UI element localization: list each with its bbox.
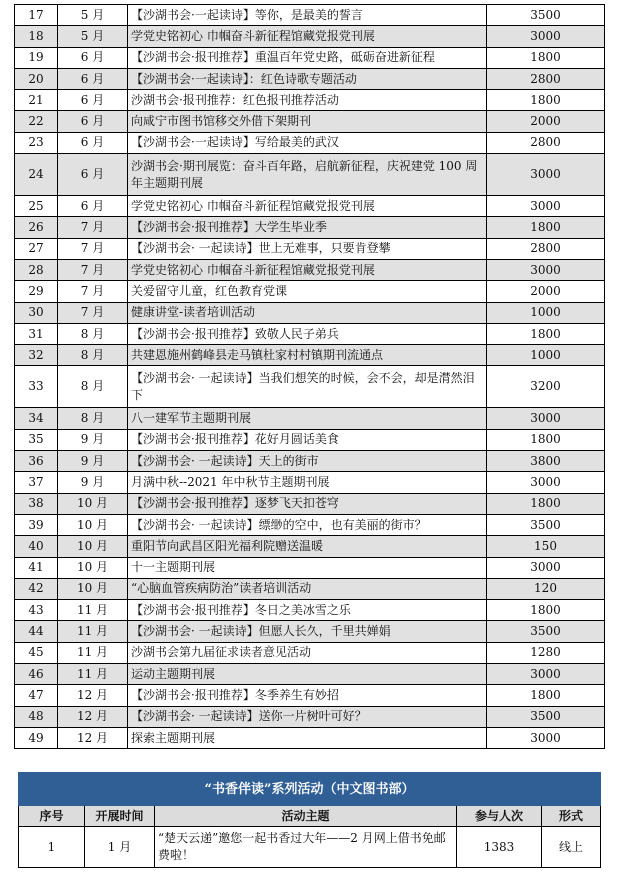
cell-topic: 月满中秋--2021 年中秋节主题期刊展	[128, 472, 487, 493]
cell-count: 1800	[487, 429, 605, 450]
cell-count: 3500	[487, 514, 605, 535]
cell-month: 11 月	[58, 664, 128, 685]
cell-no: 23	[15, 132, 58, 153]
cell-topic: 【沙湖书会· 一起读诗】缥缈的空中，也有美丽的街市？	[128, 514, 487, 535]
header-count: 参与人次	[457, 806, 542, 827]
table-row	[15, 451, 605, 472]
cell-no: 49	[15, 727, 58, 748]
cell-topic: 重阳节向武昌区阳光福利院赠送温暖	[128, 536, 487, 557]
cell-time: 1 月	[85, 827, 155, 868]
cell-count: 1383	[457, 827, 542, 868]
cell-month: 6 月	[58, 47, 128, 68]
cell-count: 3800	[487, 451, 605, 472]
cell-no: 29	[15, 281, 58, 302]
cell-count: 3000	[487, 196, 605, 217]
cell-month: 7 月	[58, 281, 128, 302]
table-row	[15, 408, 605, 429]
table-row	[15, 642, 605, 663]
cell-month: 9 月	[58, 472, 128, 493]
cell-month: 11 月	[58, 621, 128, 642]
cell-count: 2800	[487, 238, 605, 259]
cell-topic: 【沙湖书会· 一起读诗】世上无难事，只要肯登攀	[128, 238, 487, 259]
cell-count: 3000	[487, 259, 605, 280]
table-row	[15, 685, 605, 706]
table-row	[15, 706, 605, 727]
cell-count: 3000	[487, 557, 605, 578]
cell-topic: 运动主题期刊展	[128, 664, 487, 685]
cell-topic: 关爱留守儿童，红色教育党课	[128, 281, 487, 302]
cell-topic: 【沙湖书会·一起读诗】等你，是最美的誓言	[128, 5, 487, 26]
cell-count: 3500	[487, 621, 605, 642]
cell-month: 9 月	[58, 451, 128, 472]
cell-month: 6 月	[58, 90, 128, 111]
table-row	[15, 196, 605, 217]
cell-no: 24	[15, 154, 58, 196]
cell-no: 19	[15, 47, 58, 68]
cell-month: 12 月	[58, 706, 128, 727]
table-row	[15, 323, 605, 344]
table-row	[15, 578, 605, 599]
table-row	[15, 217, 605, 238]
cell-month: 8 月	[58, 366, 128, 408]
cell-month: 10 月	[58, 536, 128, 557]
cell-topic: 【沙湖书会·报刊推荐】逐梦飞天扣苍穹	[128, 493, 487, 514]
cell-no: 41	[15, 557, 58, 578]
cell-no: 37	[15, 472, 58, 493]
cell-no: 27	[15, 238, 58, 259]
section-title: “书香伴读”系列活动（中文图书部）	[19, 773, 601, 806]
cell-count: 150	[487, 536, 605, 557]
cell-month: 11 月	[58, 600, 128, 621]
section-row	[19, 827, 601, 868]
cell-month: 10 月	[58, 514, 128, 535]
cell-count: 3000	[487, 26, 605, 47]
cell-count: 3200	[487, 366, 605, 408]
cell-count: 120	[487, 578, 605, 599]
cell-month: 5 月	[58, 26, 128, 47]
cell-count: 1800	[487, 685, 605, 706]
cell-no: 36	[15, 451, 58, 472]
cell-no: 34	[15, 408, 58, 429]
cell-count: 1800	[487, 323, 605, 344]
cell-count: 3000	[487, 154, 605, 196]
cell-topic: 【沙湖书会·报刊推荐】重温百年党史路，砥砺奋进新征程	[128, 47, 487, 68]
activity-table-body	[15, 5, 605, 749]
table-row	[15, 238, 605, 259]
cell-count: 1800	[487, 90, 605, 111]
cell-month: 10 月	[58, 493, 128, 514]
cell-month: 8 月	[58, 345, 128, 366]
cell-topic: 沙湖书会·报刊推荐：红色报刊推荐活动	[128, 90, 487, 111]
cell-count: 3500	[487, 706, 605, 727]
cell-count: 1800	[487, 600, 605, 621]
cell-count: 2800	[487, 68, 605, 89]
cell-no: 20	[15, 68, 58, 89]
cell-month: 6 月	[58, 111, 128, 132]
cell-topic: 十一主题期刊展	[128, 557, 487, 578]
cell-month: 8 月	[58, 408, 128, 429]
cell-month: 9 月	[58, 429, 128, 450]
cell-no: 30	[15, 302, 58, 323]
table-row	[15, 664, 605, 685]
header-time: 开展时间	[85, 806, 155, 827]
cell-no: 42	[15, 578, 58, 599]
cell-count: 1800	[487, 217, 605, 238]
cell-no: 43	[15, 600, 58, 621]
cell-month: 7 月	[58, 217, 128, 238]
cell-topic: 沙湖书会第九届征求读者意见活动	[128, 642, 487, 663]
cell-topic: 学党史铭初心 巾帼奋斗新征程馆藏党报党刊展	[128, 196, 487, 217]
section-table	[18, 772, 601, 868]
table-row	[15, 366, 605, 408]
cell-count: 2000	[487, 281, 605, 302]
cell-no: 21	[15, 90, 58, 111]
cell-count: 1000	[487, 302, 605, 323]
cell-count: 2800	[487, 132, 605, 153]
table-row	[15, 132, 605, 153]
cell-topic: 【沙湖书会· 一起读诗】天上的街市	[128, 451, 487, 472]
section-title-row	[19, 773, 601, 806]
cell-topic: 沙湖书会·期刊展览：奋斗百年路，启航新征程，庆祝建党 100 周年主题期刊展	[128, 154, 487, 196]
cell-count: 3000	[487, 664, 605, 685]
cell-no: 44	[15, 621, 58, 642]
cell-topic: 共建恩施州鹤峰县走马镇杜家村村镇期刊流通点	[128, 345, 487, 366]
cell-count: 1800	[487, 47, 605, 68]
cell-form: 线上	[542, 827, 601, 868]
cell-topic: 【沙湖书会·报刊推荐】花好月圆话美食	[128, 429, 487, 450]
cell-topic: 学党史铭初心 巾帼奋斗新征程馆藏党报党刊展	[128, 26, 487, 47]
cell-count: 2000	[487, 111, 605, 132]
cell-no: 45	[15, 642, 58, 663]
cell-count: 3000	[487, 472, 605, 493]
cell-month: 5 月	[58, 5, 128, 26]
table-row	[15, 26, 605, 47]
cell-month: 6 月	[58, 132, 128, 153]
header-no: 序号	[19, 806, 85, 827]
table-row	[15, 111, 605, 132]
cell-topic: 学党史铭初心 巾帼奋斗新征程馆藏党报党刊展	[128, 259, 487, 280]
cell-month: 6 月	[58, 68, 128, 89]
cell-no: 48	[15, 706, 58, 727]
table-row	[15, 5, 605, 26]
header-topic: 活动主题	[155, 806, 457, 827]
cell-topic: 探索主题期刊展	[128, 727, 487, 748]
cell-no: 31	[15, 323, 58, 344]
table-row	[15, 68, 605, 89]
cell-no: 26	[15, 217, 58, 238]
table-row	[15, 493, 605, 514]
cell-no: 46	[15, 664, 58, 685]
cell-count: 1280	[487, 642, 605, 663]
cell-month: 12 月	[58, 727, 128, 748]
cell-no: 1	[19, 827, 85, 868]
cell-topic: 【沙湖书会·报刊推荐】致敬人民子弟兵	[128, 323, 487, 344]
cell-topic: 八一建军节主题期刊展	[128, 408, 487, 429]
table-row	[15, 90, 605, 111]
cell-month: 8 月	[58, 323, 128, 344]
table-row	[15, 472, 605, 493]
cell-topic: 【沙湖书会·报刊推荐】冬日之美冰雪之乐	[128, 600, 487, 621]
cell-topic: 【沙湖书会·一起读诗】写给最美的武汉	[128, 132, 487, 153]
table-row	[15, 727, 605, 748]
cell-no: 33	[15, 366, 58, 408]
cell-topic: “楚天云递”邀您一起书香过大年——2 月网上借书免邮费啦！	[155, 827, 457, 868]
table-row	[15, 345, 605, 366]
cell-no: 22	[15, 111, 58, 132]
activity-table	[14, 4, 605, 749]
cell-topic: “心脑血管疾病防治”读者培训活动	[128, 578, 487, 599]
table-row	[15, 281, 605, 302]
table-row	[15, 302, 605, 323]
cell-topic: 【沙湖书会· 一起读诗】但愿人长久，千里共婵娟	[128, 621, 487, 642]
cell-month: 7 月	[58, 302, 128, 323]
cell-no: 39	[15, 514, 58, 535]
cell-month: 7 月	[58, 238, 128, 259]
cell-month: 12 月	[58, 685, 128, 706]
cell-topic: 健康讲堂-读者培训活动	[128, 302, 487, 323]
table-row	[15, 557, 605, 578]
cell-topic: 【沙湖书会·报刊推荐】大学生毕业季	[128, 217, 487, 238]
section-header-row	[19, 806, 601, 827]
table-row	[15, 259, 605, 280]
cell-topic: 【沙湖书会· 一起读诗】送你一片树叶可好？	[128, 706, 487, 727]
table-row	[15, 621, 605, 642]
cell-count: 1000	[487, 345, 605, 366]
cell-no: 18	[15, 26, 58, 47]
cell-month: 10 月	[58, 578, 128, 599]
cell-no: 25	[15, 196, 58, 217]
cell-no: 40	[15, 536, 58, 557]
table-row	[15, 429, 605, 450]
table-row	[15, 600, 605, 621]
table-row	[15, 47, 605, 68]
cell-count: 3000	[487, 408, 605, 429]
header-form: 形式	[542, 806, 601, 827]
cell-no: 38	[15, 493, 58, 514]
cell-topic: 【沙湖书会· 一起读诗】当我们想笑的时候，会不会，却是潸然泪下	[128, 366, 487, 408]
cell-topic: 【沙湖书会·一起读诗】：红色诗歌专题活动	[128, 68, 487, 89]
table-row	[15, 536, 605, 557]
cell-count: 1800	[487, 493, 605, 514]
cell-month: 6 月	[58, 154, 128, 196]
cell-month: 10 月	[58, 557, 128, 578]
cell-month: 7 月	[58, 259, 128, 280]
cell-no: 17	[15, 5, 58, 26]
cell-no: 47	[15, 685, 58, 706]
cell-no: 28	[15, 259, 58, 280]
table-row	[15, 154, 605, 196]
cell-count: 3000	[487, 727, 605, 748]
cell-no: 35	[15, 429, 58, 450]
cell-topic: 向咸宁市图书馆移交外借下架期刊	[128, 111, 487, 132]
table-row	[15, 514, 605, 535]
cell-month: 6 月	[58, 196, 128, 217]
cell-topic: 【沙湖书会·报刊推荐】冬季养生有妙招	[128, 685, 487, 706]
cell-month: 11 月	[58, 642, 128, 663]
cell-count: 3500	[487, 5, 605, 26]
cell-no: 32	[15, 345, 58, 366]
